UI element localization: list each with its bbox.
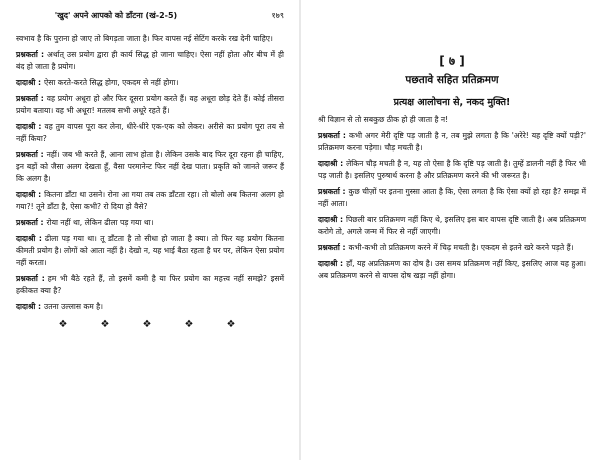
paragraph-text: रोया नहीं था, लेकिन ढीला पड़ गया था। xyxy=(46,218,154,227)
paragraph-text: अर्थात् उस प्रयोग द्वारा ही कार्य सिद्ध हो जाना चाहिए। ऐसा नहीं होता और बीच में ही बंद हो जाता है प्रयोग। xyxy=(16,50,284,71)
speaker-label: दादाश्री : xyxy=(16,234,42,243)
paragraph-text: हम भी बैठे रहते हैं, तो इसमें कमी है या फिर प्रयोग का महत्त्व नहीं समझे? इसमें हकीकत क्या है? xyxy=(16,274,284,295)
paragraph xyxy=(318,130,586,154)
right-page xyxy=(302,0,600,460)
ornament-glyph: ❖ xyxy=(226,319,236,330)
section-sub-heading: प्रत्यक्ष आलोचना से, नकद मुक्ति! xyxy=(393,97,511,108)
paragraph xyxy=(318,158,586,182)
paragraph xyxy=(16,49,284,73)
paragraph xyxy=(318,214,586,238)
paragraph xyxy=(16,301,284,313)
paragraph xyxy=(16,149,284,185)
right-body-text xyxy=(318,114,586,282)
paragraph-text: श्री विज्ञान से तो सबकुछ ठीक हो ही जाता है न! xyxy=(318,115,449,124)
ornament-row xyxy=(42,319,252,330)
speaker-label: प्रश्नकर्ता : xyxy=(318,131,346,140)
paragraph-text: ऐसा करते-करते सिद्ध होगा, एकदम से नहीं होगा। xyxy=(44,78,179,87)
ornament-glyph: ❖ xyxy=(142,319,152,330)
chapter-number: [ ७ ] xyxy=(439,54,465,68)
speaker-label: दादाश्री : xyxy=(16,302,42,311)
paragraph xyxy=(318,186,586,210)
paragraph xyxy=(16,121,284,145)
paragraph-text: पिछली बार प्रतिक्रमण नहीं किए थे, इसलिए इस बार वापस दृष्टि जाती है। अब प्रतिक्रमण करोगे तो, अगले जन्म में फिर से नहीं जाएगी। xyxy=(318,215,586,236)
left-running-head xyxy=(16,10,284,21)
ornament-glyph: ❖ xyxy=(100,319,110,330)
speaker-label: दादाश्री : xyxy=(318,259,344,268)
paragraph xyxy=(16,33,284,45)
chapter-title: पछतावे सहित प्रतिक्रमण xyxy=(405,74,499,86)
ornament-glyph: ❖ xyxy=(58,319,68,330)
speaker-label: प्रश्नकर्ता : xyxy=(16,150,44,159)
speaker-label: प्रश्नकर्ता : xyxy=(318,243,346,252)
paragraph-text: कुछ चीज़ों पर इतना गुस्सा आता है कि, ऐसा लगता है कि ऐसा क्यों हो रहा है? समझ में नहीं आता। xyxy=(318,187,587,208)
paragraph xyxy=(16,189,284,213)
speaker-label: दादाश्री : xyxy=(16,190,42,199)
paragraph-text: कभी-कभी तो प्रतिक्रमण करने में चिढ़ मचती है। एकदम से इतने खरे करने पड़ते हैं। xyxy=(348,243,574,252)
paragraph-text: हाँ, यह अप्रतिक्रमण का दोष है। उस समय प्रतिक्रमण नहीं किए, इसलिए आज यह हुआ। अब प्रतिक्रमण करने से वापस दोष खड़ा नहीं होगा। xyxy=(318,259,586,280)
speaker-label: दादाश्री : xyxy=(16,122,42,131)
speaker-label: प्रश्नकर्ता : xyxy=(16,274,45,283)
paragraph xyxy=(16,93,284,117)
paragraph-text: स्वभाव है कि पुराना हो जाए तो बिगड़ता जाता है। फिर वापस नई सेटिंग करके रख देनी चाहिए। xyxy=(16,34,273,43)
speaker-label: प्रश्नकर्ता : xyxy=(16,94,44,103)
paragraph-text: कभी अगर मेरी दृष्टि पड़ जाती है न, तब मुझे लगता है कि 'अरेरे! यह दृष्टि क्यों पड़ी?' प्रतिक्रमण करना पड़ेगा। चौड़ मचती है। xyxy=(318,131,586,152)
paragraph xyxy=(16,217,284,229)
speaker-label: दादाश्री : xyxy=(16,78,42,87)
page-gutter xyxy=(299,0,301,460)
running-head-title: 'खुद' अपने आपको को डाँटना (खं-2-5) xyxy=(54,11,178,20)
left-page xyxy=(0,0,298,460)
paragraph-text: नहीं। जब भी करते हैं, आना लाभ होता है। लेकिन उसके बाद फिर दूरा रहना ही चाहिए, इन बड़ों को जैसा अलग देखता हूँ, वैसा परमानेन्ट फिर नहीं देख पाता। प्रकृति को जानते जरूर हैं कि अलग है। xyxy=(16,150,284,183)
speaker-label: प्रश्नकर्ता : xyxy=(16,50,45,59)
ornament-glyph: ❖ xyxy=(184,319,194,330)
paragraph-text: वह प्रयोग अधूरा हो और फिर दूसरा प्रयोग करते हैं। वह अधूरा छोड़ देते हैं। कोई तीसरा प्रयोग बताया। वह भी अधूरा! मतलब सभी अधूरे रहते हैं। xyxy=(16,94,284,115)
paragraph xyxy=(318,114,586,126)
speaker-label: दादाश्री : xyxy=(318,159,344,168)
paragraph-text: कितना डाँटा था उसने। रोना आ गया तब तक डाँटता रहा। तो बोलो अब कितना अलग हो गया?! तूने डाँटा है, ऐसा कभी? रो दिया हो वैसे? xyxy=(16,190,284,211)
paragraph-text: ढीला पड़ गया था। तू डाँटता है तो सीधा हो जाता है क्या। तो फिर यह प्रयोग कितना कीमती प्रयोग है। लोगों को आता नहीं है। देखो न, यह भाई बैठा रहता है घर पर, लेकिन ऐसा प्रयोग नहीं करता। xyxy=(16,234,284,267)
speaker-label: प्रश्नकर्ता : xyxy=(16,218,44,227)
paragraph xyxy=(318,258,586,282)
paragraph xyxy=(16,77,284,89)
paragraph xyxy=(318,242,586,254)
speaker-label: प्रश्नकर्ता : xyxy=(318,187,346,196)
paragraph-text: लेकिन चौड़ मचती है न, यह तो ऐसा है कि दृष्टि पड़ जाती है। तुम्हें डालनी नहीं है फिर भी पड़ जाती है। इसलिए पुरुषार्थ करना है और प्रतिक्रमण करने की भी जरूरत है। xyxy=(318,159,586,180)
page-number: १७९ xyxy=(271,11,284,20)
paragraph xyxy=(16,273,284,297)
paragraph xyxy=(16,233,284,269)
speaker-label: दादाश्री : xyxy=(318,215,344,224)
paragraph-text: वह तुम वापस पूरा कर लेना, धीरे-धीरे एक-एक को लेकर। अरीसे का प्रयोग पूरा तय से नहीं किया? xyxy=(16,122,284,143)
left-body-text xyxy=(16,33,284,313)
paragraph-text: उतना उल्लास कम है। xyxy=(44,302,104,311)
